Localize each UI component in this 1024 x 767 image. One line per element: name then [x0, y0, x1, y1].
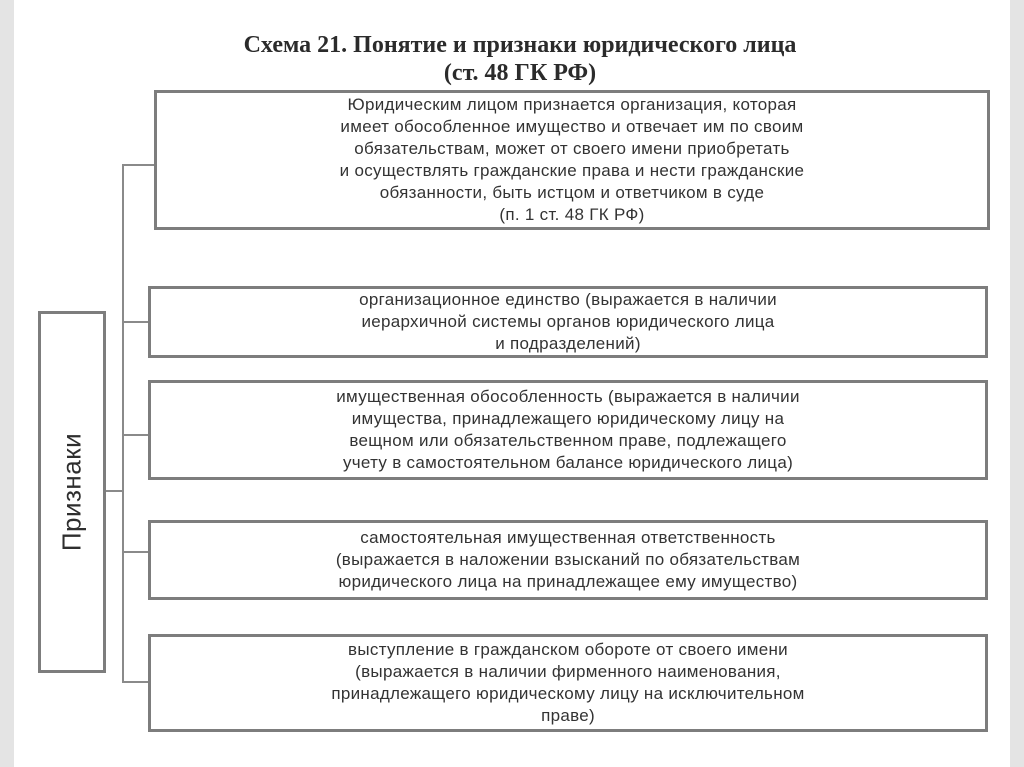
feature-box: [148, 380, 988, 480]
feature-box: [148, 634, 988, 732]
feature-box: [148, 520, 988, 600]
connector-feature-4: [122, 681, 148, 683]
feature-text: организационное единство (выражается в наличии иерархичной системы органов юридического лица и подразделений): [359, 290, 777, 353]
feature-box: [148, 286, 988, 358]
connector-feature-1: [122, 321, 148, 323]
connector-feature-2: [122, 434, 148, 436]
feature-text: имущественная обособленность (выражается в наличии имущества, принадлежащего юридическому лицу на вещном или обязательственном праве, подлежащего учету в самостоятельном балансе юридического лица): [336, 387, 800, 472]
diagram-subtitle: (ст. 48 ГК РФ): [443, 60, 597, 86]
diagram-title: Схема 21. Понятие и признаки юридического лица: [243, 32, 797, 58]
feature-text: самостоятельная имущественная ответственность (выражается в наложении взысканий по обязательствам юридического лица на принадлежащее ему имущество): [335, 528, 801, 591]
definition-text: Юридическим лицом признается организация, которая имеет обособленное имущество и отвечает им по своим обязательствам, может от своего имени приобретать и осуществлять гражданские права и нести гражданские обязанности, быть истцом и ответчиком в суде (п. 1 ст. 48 ГК РФ): [339, 95, 805, 224]
definition-box: [154, 90, 990, 230]
features-label: Признаки: [56, 432, 87, 552]
connector-definition: [122, 164, 154, 166]
connector-label: [106, 490, 122, 492]
feature-text: выступление в гражданском обороте от своего имени (выражается в наличии фирменного наименования, принадлежащего юридическому лицу на исключительном праве): [331, 640, 805, 725]
right-margin-bar: [1010, 0, 1024, 767]
trunk-line: [122, 164, 124, 682]
left-margin-bar: [0, 0, 14, 767]
connector-feature-3: [122, 551, 148, 553]
